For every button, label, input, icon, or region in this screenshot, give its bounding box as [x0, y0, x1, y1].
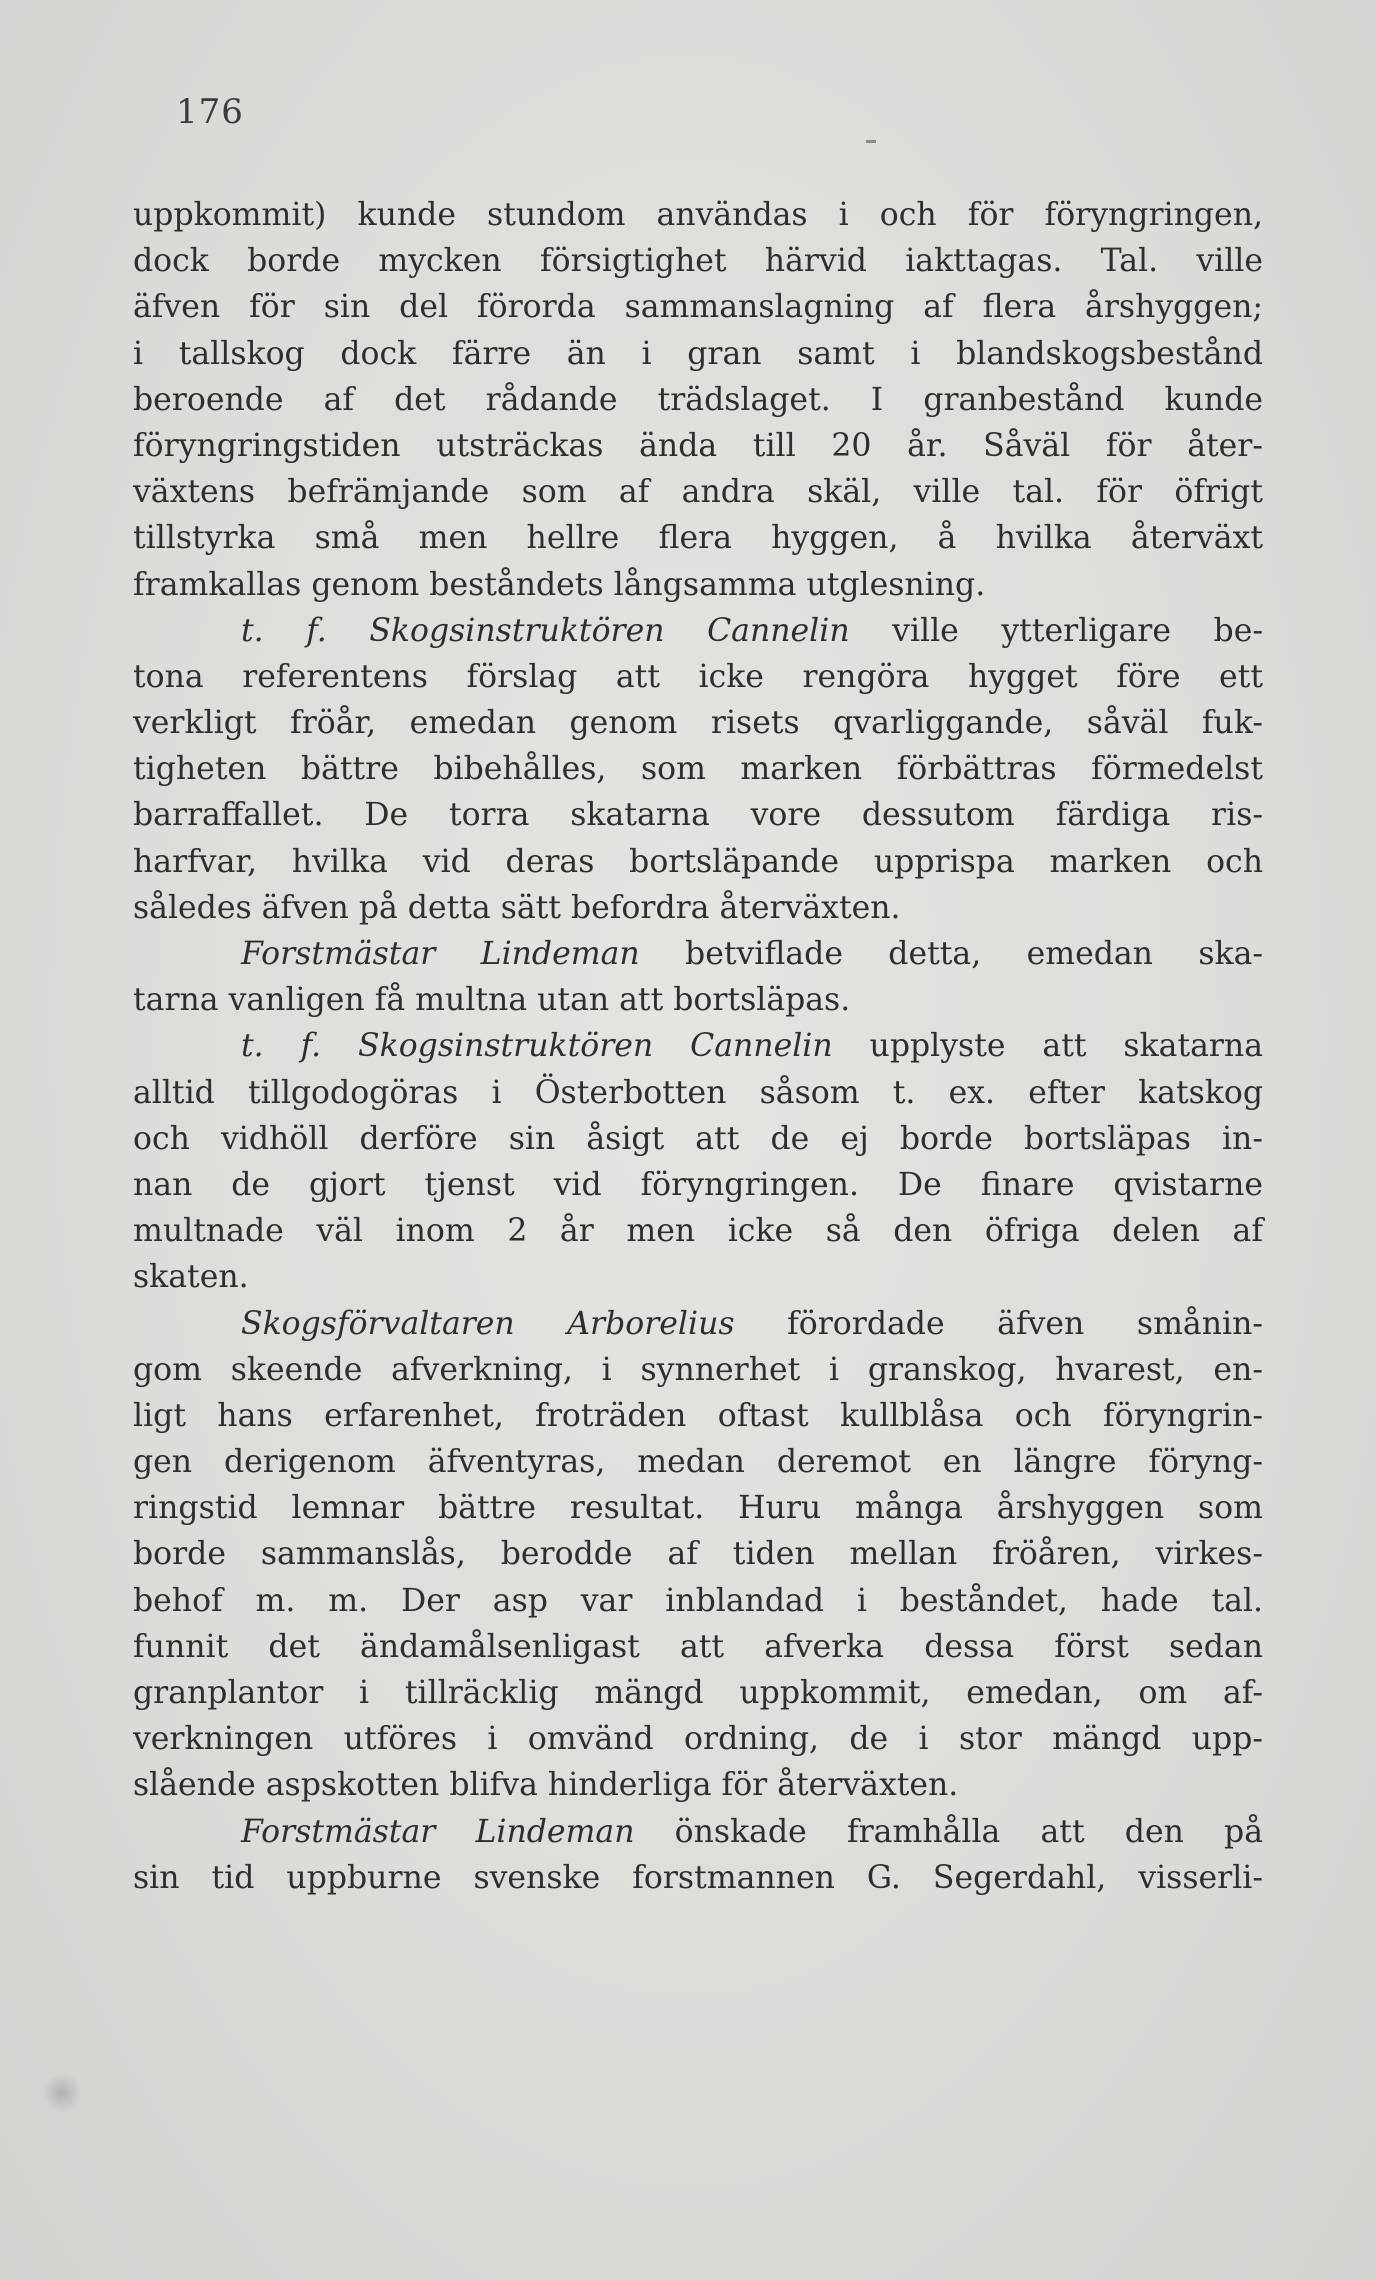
- line-text: föryngringstiden utsträckas ända till 20 år. Såväl för åter-: [133, 427, 1263, 464]
- text-line: [133, 1670, 1263, 1716]
- text-line: [133, 1023, 1263, 1069]
- text-line: [133, 746, 1263, 792]
- line-text: och vidhöll derföre sin åsigt att de ej borde bortsläpas in-: [133, 1120, 1263, 1157]
- line-text: äfven för sin del förorda sammanslagning af flera årshyggen;: [133, 289, 1263, 326]
- line-text: tigheten bättre bibehålles, som marken förbättras förmedelst: [133, 751, 1263, 788]
- text-line: [133, 1347, 1263, 1393]
- line-text: ringstid lemnar bättre resultat. Huru många årshyggen som: [133, 1490, 1263, 1527]
- line-text: gom skeende afverkning, i synnerhet i granskog, hvarest, en-: [133, 1351, 1263, 1388]
- text-line: [133, 1070, 1263, 1116]
- text-line: [133, 839, 1263, 885]
- speaker-name: Forstmästar Lindeman: [241, 1813, 635, 1850]
- line-text: dock borde mycken försigtighet härvid iakttagas. Tal. ville: [133, 243, 1263, 280]
- line-text: nan de gjort tjenst vid föryngringen. De finare qvistarne: [133, 1166, 1263, 1203]
- text-line: [133, 331, 1263, 377]
- line-text: verkligt fröår, emedan genom risets qvarliggande, såväl fuk-: [133, 705, 1263, 742]
- line-text: sin tid uppburne svenske forstmannen G. Segerdahl, visserli-: [133, 1859, 1263, 1896]
- ink-mark: [866, 140, 876, 143]
- text-line: [133, 377, 1263, 423]
- line-text: ville ytterligare be-: [849, 612, 1263, 649]
- text-line: [133, 1855, 1263, 1901]
- text-line: [133, 1809, 1263, 1855]
- line-text: betviflade detta, emedan ska-: [639, 936, 1263, 972]
- text-line: [133, 654, 1263, 700]
- speaker-name: Forstmästar Lindeman: [241, 936, 640, 972]
- line-text: tillstyrka små men hellre flera hyggen, å hvilka återväxt: [133, 520, 1263, 557]
- line-text: alltid tillgodogöras i Österbotten såsom t. ex. efter katskog: [133, 1074, 1263, 1111]
- line-text: gen derigenom äfventyras, medan deremot en längre föryng-: [133, 1444, 1263, 1481]
- text-line: [133, 1301, 1263, 1347]
- speaker-name: t. f. Skogsinstruktören Cannelin: [241, 1028, 833, 1065]
- text-line: [133, 792, 1263, 838]
- line-text: harfvar, hvilka vid deras bortsläpande upprispa marken och: [133, 843, 1263, 880]
- body-text: [133, 192, 1263, 1901]
- text-line: [133, 284, 1263, 330]
- line-text: verkningen utföres i omvänd ordning, de i stor mängd upp-: [133, 1721, 1263, 1758]
- line-text: växtens befrämjande som af andra skäl, ville tal. för öfrigt: [133, 474, 1263, 511]
- text-line: [133, 469, 1263, 515]
- speaker-name: t. f. Skogsinstruktören Cannelin: [241, 612, 850, 649]
- page-number: 176: [176, 92, 244, 132]
- line-text: tarna vanligen få multna utan att bortsläpas.: [133, 982, 851, 1019]
- text-line: [133, 885, 1263, 931]
- line-text: behof m. m. Der asp var inblandad i beståndet, hade tal.: [133, 1582, 1263, 1619]
- line-text: slående aspskotten blifva hinderliga för återväxten.: [133, 1767, 959, 1804]
- line-text: framkallas genom beståndets långsamma utglesning.: [133, 566, 986, 603]
- line-text: skaten.: [133, 1259, 249, 1296]
- line-text: funnit det ändamålsenligast att afverka dessa först sedan: [133, 1628, 1263, 1665]
- speaker-name: Skogsförvaltaren Arborelius: [241, 1305, 735, 1342]
- line-text: borde sammanslås, berodde af tiden mellan fröåren, virkes-: [133, 1536, 1263, 1573]
- line-text: således äfven på detta sätt befordra återväxten.: [133, 889, 901, 926]
- text-line: [133, 931, 1263, 977]
- line-text: granplantor i tillräcklig mängd uppkommit, emedan, om af-: [133, 1675, 1263, 1711]
- line-text: upplyste att skatarna: [832, 1028, 1264, 1065]
- line-text: uppkommit) kunde stundom användas i och för föryngringen,: [133, 197, 1263, 233]
- text-line: [133, 1624, 1263, 1670]
- text-line: [133, 1393, 1263, 1439]
- line-text: barraffallet. De torra skatarna vore dessutom färdiga ris-: [133, 797, 1263, 834]
- text-line: [133, 977, 1263, 1023]
- text-line: [133, 1439, 1263, 1485]
- text-line: [133, 1485, 1263, 1531]
- text-line: [133, 238, 1263, 284]
- text-line: [133, 1531, 1263, 1577]
- text-line: [133, 192, 1263, 238]
- line-text: förordade äfven smånin-: [734, 1305, 1264, 1342]
- text-line: [133, 700, 1263, 746]
- line-text: i tallskog dock färre än i gran samt i blandskogsbestånd: [133, 335, 1263, 372]
- text-line: [133, 1116, 1263, 1162]
- text-line: [133, 1208, 1263, 1254]
- text-line: [133, 1762, 1263, 1808]
- line-text: tona referentens förslag att icke rengöra hygget före ett: [133, 658, 1263, 695]
- text-line: [133, 562, 1263, 608]
- text-line: [133, 1162, 1263, 1208]
- line-text: önskade framhålla att den på: [634, 1813, 1263, 1850]
- text-line: [133, 1254, 1263, 1300]
- text-line: [133, 608, 1263, 654]
- text-line: [133, 1716, 1263, 1762]
- text-line: [133, 423, 1263, 469]
- text-line: [133, 515, 1263, 561]
- line-text: multnade väl inom 2 år men icke så den öfriga delen af: [133, 1213, 1263, 1250]
- line-text: ligt hans erfarenhet, froträden oftast kullblåsa och föryngrin-: [133, 1397, 1263, 1434]
- page-smudge: [44, 2070, 80, 2116]
- line-text: beroende af det rådande trädslaget. I granbestånd kunde: [133, 381, 1263, 418]
- text-line: [133, 1578, 1263, 1624]
